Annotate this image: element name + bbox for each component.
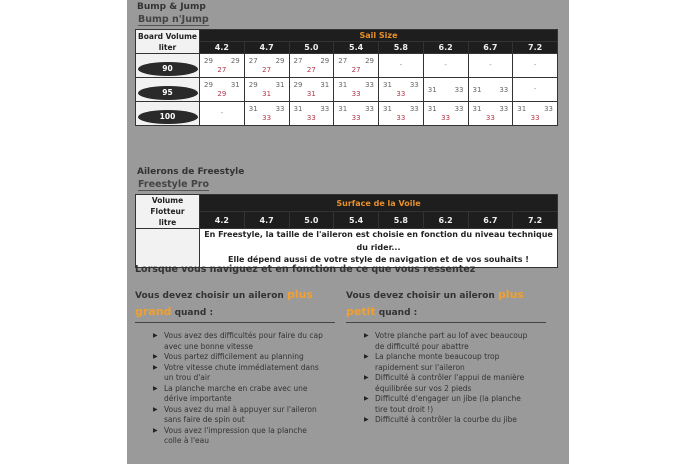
fin-size-cell (468, 54, 513, 78)
note-line: En Freestyle, la taille de l'aileron est choisie en fonction du niveau technique du rider... (204, 230, 553, 252)
fin-max: 33 (409, 81, 419, 89)
fin-recommended: 27 (351, 66, 361, 74)
fin-max: 33 (454, 105, 464, 113)
fin-size-cell (244, 78, 289, 102)
list-item-text: Difficulté d'engager un jibe (la planche tire tout droit !) (375, 394, 521, 414)
fin-size-cell (379, 102, 424, 126)
fin-recommended: 33 (351, 90, 361, 98)
list-item-text: Difficulté à contrôler l'appui de manière équilibrée sur vos 2 pieds (375, 373, 525, 393)
sail-size-5-0: 5.0 (289, 42, 334, 54)
fin-max: 33 (544, 105, 553, 113)
no-value: - (533, 61, 537, 69)
fin-size-cell (200, 54, 245, 78)
fin-size-cell (423, 78, 468, 102)
fin-size-cell (244, 54, 289, 78)
fin-max: 31 (230, 81, 240, 89)
list-item (153, 426, 324, 447)
list-item (153, 331, 324, 352)
fin-recommended: 33 (262, 114, 272, 122)
fin-max: 33 (454, 86, 464, 94)
bigger-fin-list (135, 331, 335, 447)
sail-size-5-0: 5.0 (289, 212, 334, 229)
fin-recommended: 33 (396, 114, 406, 122)
no-value: - (399, 61, 403, 69)
fin-min: 31 (517, 105, 527, 113)
fin-recommended: 33 (396, 90, 406, 98)
fin-size-cell (334, 54, 379, 78)
fin-recommended: 27 (306, 66, 316, 74)
volume-badge: 100 (138, 110, 198, 124)
fin-min: 31 (248, 105, 258, 113)
board-volume-cell (136, 102, 200, 126)
fin-recommended: 31 (306, 90, 316, 98)
list-item (153, 363, 324, 384)
volume-badge: 95 (138, 86, 198, 100)
fin-min: 31 (293, 105, 303, 113)
sail-size-6-7: 6.7 (468, 42, 513, 54)
bigger-fin-heading (135, 287, 335, 323)
fin-min: 27 (293, 57, 303, 65)
sail-size-6-2: 6.2 (423, 212, 468, 229)
highlight-plus-grand: plus grand (135, 288, 313, 318)
fin-min: 31 (383, 105, 392, 113)
header-line: Board Volume (138, 31, 197, 41)
smaller-fin-heading (346, 287, 546, 323)
table-row (136, 54, 558, 78)
list-item-text: Vous avez des difficultés pour faire du cap avec une bonne vitesse (164, 331, 323, 351)
fin-min: 31 (472, 105, 482, 113)
fin-recommended: 33 (485, 114, 495, 122)
list-item (364, 394, 535, 415)
sail-size-7-2: 7.2 (513, 42, 558, 54)
no-value: - (489, 61, 492, 69)
triangle-right-icon: ▶ (364, 374, 369, 381)
sail-size-5-4: 5.4 (334, 212, 379, 229)
header-line: litre (158, 218, 177, 227)
freestyle-fin-table (135, 194, 558, 268)
table-row (136, 78, 558, 102)
fin-min: 29 (248, 81, 258, 89)
fin-min: 27 (248, 57, 258, 65)
fin-size-cell (200, 78, 245, 102)
volume-flotteur-header (136, 195, 200, 229)
fin-max: 33 (320, 105, 330, 113)
triangle-right-icon: ▶ (364, 353, 369, 360)
no-value: - (533, 85, 537, 93)
freestyle-note (200, 229, 558, 268)
sail-size-6-7: 6.7 (468, 212, 513, 229)
no-value: - (444, 61, 447, 69)
list-item (364, 373, 535, 394)
heading-suffix: quand : (375, 308, 418, 318)
fin-recommended: 27 (262, 66, 272, 74)
fin-max: 29 (230, 57, 240, 65)
board-volume-cell (136, 78, 200, 102)
fin-min: 29 (204, 57, 213, 65)
fin-size-cell (379, 54, 424, 78)
fin-size-cell (423, 54, 468, 78)
triangle-right-icon: ▶ (364, 416, 369, 423)
fin-max: 33 (365, 81, 374, 89)
fin-max: 31 (320, 81, 330, 89)
fin-size-cell (334, 78, 379, 102)
sail-size-5-8: 5.8 (379, 42, 424, 54)
fin-size-cell (289, 102, 334, 126)
list-item (364, 352, 535, 373)
list-item-text: Vous partez difficilement au planning (164, 352, 304, 361)
triangle-right-icon: ▶ (364, 332, 369, 339)
fin-max: 33 (275, 105, 285, 113)
volume-badge: 90 (138, 62, 198, 76)
sail-size-header: Sail Size (200, 30, 558, 42)
triangle-right-icon: ▶ (153, 353, 158, 360)
smaller-fin-list (346, 331, 546, 426)
header-line: liter (158, 42, 177, 52)
fin-max: 29 (320, 57, 330, 65)
content-panel (127, 0, 569, 464)
fin-size-cell (423, 102, 468, 126)
sail-size-7-2: 7.2 (513, 212, 558, 229)
heading-prefix: Vous devez choisir un aileron (135, 291, 287, 301)
no-value: - (220, 109, 224, 117)
fin-max: 29 (275, 57, 285, 65)
fin-min: 31 (383, 81, 392, 89)
fin-size-cell (289, 54, 334, 78)
list-item-text: La planche monte beaucoup trop rapidement sur l'aileron (375, 352, 500, 372)
sail-size-6-2: 6.2 (423, 42, 468, 54)
sail-size-4-2: 4.2 (200, 212, 245, 229)
triangle-right-icon: ▶ (153, 384, 158, 392)
smaller-fin-column (346, 287, 546, 426)
bigger-fin-column (135, 287, 335, 447)
bump-fin-table (135, 29, 558, 126)
fin-recommended: 27 (217, 66, 227, 74)
fin-size-cell (379, 78, 424, 102)
triangle-right-icon: ▶ (153, 332, 158, 339)
fin-min: 31 (472, 86, 482, 94)
blank-cell (136, 229, 200, 268)
list-item-text: Vous avez du mal à appuyer sur l'aileron sans faire de spin out (164, 404, 317, 424)
fin-recommended: 33 (351, 114, 361, 122)
surface-voile-header: Surface de la Voile (200, 195, 558, 212)
heading-suffix: quand : (171, 308, 214, 318)
fin-size-cell (289, 78, 334, 102)
fin-recommended: 31 (262, 90, 272, 98)
triangle-right-icon: ▶ (364, 395, 369, 402)
fin-max: 31 (275, 81, 285, 89)
fin-min: 31 (338, 81, 348, 89)
board-volume-header (136, 30, 200, 54)
fin-size-cell (468, 78, 513, 102)
fin-max: 33 (365, 105, 374, 113)
fin-min: 29 (204, 81, 213, 89)
highlight-plus-petit: plus petit (346, 288, 524, 318)
fin-min: 31 (427, 86, 437, 94)
bump-n-jump-link[interactable]: Bump n'Jump (138, 14, 209, 25)
list-item-text: Difficulté à contrôler la courbe du jibe (375, 415, 517, 424)
list-item-text: Votre planche part au lof avec beaucoup de difficulté pour abattre (375, 331, 528, 351)
sail-size-4-7: 4.7 (244, 212, 289, 229)
fin-size-cell (334, 102, 379, 126)
fin-size-cell (513, 78, 558, 102)
fin-size-cell (244, 102, 289, 126)
fin-min: 27 (338, 57, 348, 65)
note-line: Elle dépend aussi de votre style de navigation et de vos souhaits ! (228, 255, 529, 264)
fin-min: 31 (427, 105, 437, 113)
triangle-right-icon: ▶ (153, 426, 158, 434)
fin-min: 31 (338, 105, 348, 113)
advice-heading: Lorsque vous naviguez et en fonction de ce que vous ressentez (135, 264, 476, 275)
fin-recommended: 33 (530, 114, 540, 122)
fin-min: 29 (293, 81, 303, 89)
fin-size-cell (513, 102, 558, 126)
heading-prefix: Vous devez choisir un aileron (346, 291, 498, 301)
list-item (364, 415, 535, 426)
list-item (153, 405, 324, 426)
fin-recommended: 33 (306, 114, 316, 122)
sail-size-5-4: 5.4 (334, 42, 379, 54)
list-item (364, 331, 535, 352)
list-item (153, 384, 324, 405)
sail-size-4-7: 4.7 (244, 42, 289, 54)
sail-size-5-8: 5.8 (379, 212, 424, 229)
list-item-text: La planche marche en crabe avec une dérive importante (164, 383, 308, 403)
sail-size-4-2: 4.2 (200, 42, 245, 54)
list-item-text: Vous avez l'impression que la planche colle à l'eau (164, 425, 307, 445)
fin-size-cell (468, 102, 513, 126)
fin-max: 33 (499, 105, 509, 113)
list-item (153, 352, 324, 363)
fin-max: 33 (409, 105, 419, 113)
list-item-text: Votre vitesse chute immédiatement dans un trou d'air (164, 362, 319, 382)
header-line: Volume Flotteur (150, 196, 185, 216)
bump-section-title: Bump & Jump (137, 2, 206, 12)
fin-recommended: 29 (217, 90, 227, 98)
fin-max: 33 (499, 86, 509, 94)
freestyle-pro-link[interactable]: Freestyle Pro (138, 179, 210, 190)
fin-max: 29 (365, 57, 374, 65)
fin-recommended: 33 (441, 114, 451, 122)
fin-size-cell (513, 54, 558, 78)
board-volume-cell (136, 54, 200, 78)
freestyle-section-title: Ailerons de Freestyle (137, 167, 245, 177)
fin-size-cell (200, 102, 245, 126)
triangle-right-icon: ▶ (153, 363, 158, 371)
table-row (136, 102, 558, 126)
triangle-right-icon: ▶ (153, 405, 158, 413)
